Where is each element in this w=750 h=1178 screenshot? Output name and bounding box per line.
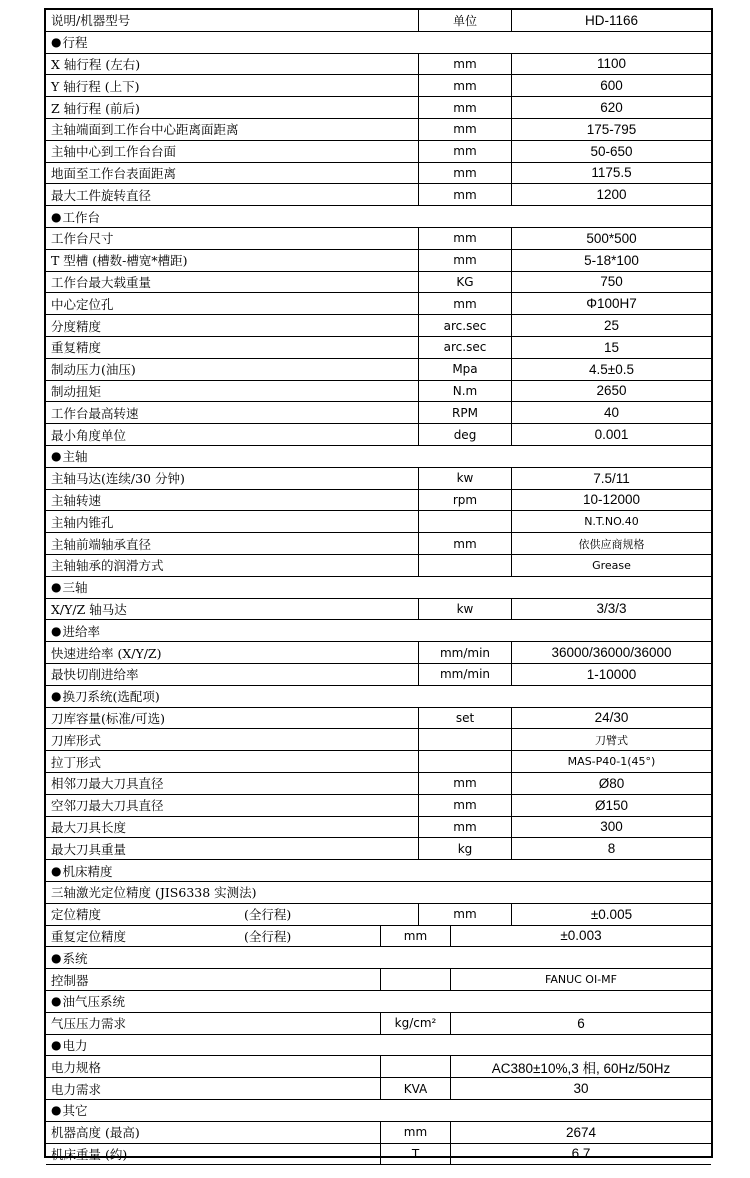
header-model: HD-1166 (511, 10, 711, 31)
row-label: X 轴行程 (左右) (51, 56, 141, 72)
row-label: 机器高度 (最高) (51, 1125, 140, 1141)
table-row (46, 250, 711, 272)
black-circle-icon: ● (51, 623, 62, 638)
row-value: 2674 (450, 1122, 711, 1143)
table-row (46, 75, 711, 97)
row-unit: mm (418, 795, 511, 816)
row-value: ±0.003 (450, 926, 711, 947)
black-circle-icon: ● (51, 449, 62, 464)
row-value: 刀臂式 (511, 729, 711, 750)
row-label: 三轴激光定位精度 (JIS6338 实测法) (51, 885, 257, 901)
section-header (46, 577, 711, 599)
row-value: AC380±10%,3 相, 60Hz/50Hz (450, 1056, 711, 1077)
row-value: 620 (511, 97, 711, 118)
row-unit: rpm (418, 490, 511, 511)
row-value: 36000/36000/36000 (511, 642, 711, 663)
section-header (46, 620, 711, 642)
section-header (46, 991, 711, 1013)
table-row (46, 228, 711, 250)
row-value: 2650 (511, 381, 711, 402)
row-label: 快速进给率 (X/Y/Z) (51, 645, 162, 661)
row-label: 中心定位孔 (51, 296, 114, 312)
row-value: FANUC OI-MF (450, 969, 711, 990)
row-unit: mm/min (418, 664, 511, 685)
row-label: 地面至工作台表面距离 (51, 165, 177, 181)
section-header (46, 860, 711, 882)
row-value: 1200 (511, 184, 711, 205)
row-label: 主轴中心到工作台台面 (51, 144, 177, 160)
table-row (46, 163, 711, 185)
row-value: 10-12000 (511, 490, 711, 511)
row-value: 4.5±0.5 (511, 359, 711, 380)
row-unit: mm (418, 54, 511, 75)
row-label: 工作台最高转速 (51, 405, 139, 421)
table-header (46, 10, 711, 32)
table-row (46, 926, 711, 948)
table-row (46, 359, 711, 381)
row-label: 最小角度单位 (51, 427, 127, 443)
row-value: 6 (450, 1013, 711, 1034)
row-unit: mm (418, 119, 511, 140)
row-label: 最大刀具重量 (51, 841, 127, 857)
row-unit: arc.sec (418, 315, 511, 336)
table-row-wide (46, 882, 711, 904)
row-unit: KG (418, 272, 511, 293)
section-label: 工作台 (62, 209, 100, 225)
black-circle-icon: ● (51, 689, 62, 704)
row-unit: mm (418, 817, 511, 838)
section-label: 油气压系统 (62, 994, 125, 1010)
row-label: 最大工件旋转直径 (51, 187, 152, 203)
section-header (46, 1035, 711, 1057)
row-value: 175-795 (511, 119, 711, 140)
row-value: 1100 (511, 54, 711, 75)
table-row (46, 184, 711, 206)
section-header (46, 947, 711, 969)
row-unit: RPM (418, 402, 511, 423)
row-unit: mm (418, 773, 511, 794)
row-unit (418, 751, 511, 772)
table-row (46, 969, 711, 991)
row-unit: kg/cm² (380, 1013, 450, 1034)
black-circle-icon: ● (51, 1103, 62, 1118)
table-row (46, 293, 711, 315)
black-circle-icon: ● (51, 209, 62, 224)
row-label: Z 轴行程 (前后) (51, 100, 140, 116)
row-unit: set (418, 708, 511, 729)
row-value: 40 (511, 402, 711, 423)
row-label: 刀库容量(标准/可选) (51, 710, 165, 726)
section-title (46, 206, 711, 227)
row-label: 制动扭矩 (51, 383, 102, 399)
row-value: 1-10000 (511, 664, 711, 685)
row-unit: arc.sec (418, 337, 511, 358)
table-row (46, 1056, 711, 1078)
table-row (46, 381, 711, 403)
header-unit: 单位 (418, 10, 511, 31)
table-row (46, 54, 711, 76)
row-value: 依供应商规格 (511, 533, 711, 554)
section-title (46, 446, 711, 467)
row-unit: Mpa (418, 359, 511, 380)
row-label: 主轴转速 (51, 492, 102, 508)
section-label: 三轴 (62, 580, 88, 596)
table-row (46, 773, 711, 795)
section-label: 进给率 (62, 623, 100, 639)
row-label: 电力需求 (51, 1081, 102, 1097)
section-title (46, 620, 711, 641)
row-label: 主轴前端轴承直径 (51, 536, 152, 552)
section-title (46, 1035, 711, 1056)
table-row (46, 533, 711, 555)
table-row (46, 555, 711, 577)
table-row (46, 468, 711, 490)
row-value: Grease (511, 555, 711, 576)
section-header (46, 1100, 711, 1122)
row-value: 750 (511, 272, 711, 293)
table-row (46, 817, 711, 839)
row-unit: mm (418, 141, 511, 162)
black-circle-icon: ● (51, 1037, 62, 1052)
row-unit: mm (418, 904, 511, 925)
row-value: 25 (511, 315, 711, 336)
section-header (46, 446, 711, 468)
row-unit: mm (418, 293, 511, 314)
table-row (46, 795, 711, 817)
table-row (46, 642, 711, 664)
table-row (46, 490, 711, 512)
row-unit: T (380, 1144, 450, 1165)
table-row (46, 1144, 711, 1166)
table-row (46, 402, 711, 424)
row-value: 8 (511, 838, 711, 859)
black-circle-icon: ● (51, 863, 62, 878)
row-unit (418, 729, 511, 750)
section-label: 主轴 (62, 449, 88, 465)
row-label: T 型槽 (槽数-槽宽*槽距) (51, 253, 188, 269)
row-label: 重复定位精度 (51, 928, 127, 944)
row-unit: mm (380, 1122, 450, 1143)
row-value: 15 (511, 337, 711, 358)
black-circle-icon: ● (51, 994, 62, 1009)
section-title (46, 32, 711, 53)
spec-table (44, 8, 713, 1162)
table-row (46, 664, 711, 686)
black-circle-icon: ● (51, 35, 62, 50)
row-label: 主轴马达(连续/30 分钟) (51, 471, 185, 487)
table-row (46, 599, 711, 621)
table-row (46, 751, 711, 773)
table-row (46, 424, 711, 446)
row-label: 工作台最大载重量 (51, 274, 152, 290)
row-label: 分度精度 (51, 318, 102, 334)
row-label: 定位精度 (51, 907, 102, 923)
row-label: 主轴轴承的润滑方式 (51, 558, 164, 574)
row-value: MAS-P40-1(45°) (511, 751, 711, 772)
row-value: 300 (511, 817, 711, 838)
row-label: X/Y/Z 轴马达 (51, 601, 127, 617)
row-unit: kg (418, 838, 511, 859)
row-label: 机床重量 (约) (51, 1146, 128, 1162)
row-value: ±0.005 (511, 904, 711, 925)
table-row (46, 97, 711, 119)
row-unit: mm (418, 250, 511, 271)
row-value: 1175.5 (511, 163, 711, 184)
row-label: 空邻刀最大刀具直径 (51, 798, 164, 814)
row-label: 重复精度 (51, 340, 102, 356)
row-unit: mm (418, 184, 511, 205)
row-value: 600 (511, 75, 711, 96)
black-circle-icon: ● (51, 580, 62, 595)
row-value: 50-650 (511, 141, 711, 162)
row-value: 6.7 (450, 1144, 711, 1165)
row-value: Φ100H7 (511, 293, 711, 314)
section-title (46, 1100, 711, 1121)
row-label: 电力规格 (51, 1059, 102, 1075)
row-value: 3/3/3 (511, 599, 711, 620)
section-title (46, 947, 711, 968)
row-label: 主轴内锥孔 (51, 514, 114, 530)
section-label: 机床精度 (62, 863, 113, 879)
table-row (46, 141, 711, 163)
table-row (46, 729, 711, 751)
table-row (46, 511, 711, 533)
section-label: 电力 (62, 1037, 88, 1053)
row-label: 控制器 (51, 972, 89, 988)
section-header (46, 686, 711, 708)
row-value: Ø150 (511, 795, 711, 816)
row-unit: mm (418, 533, 511, 554)
section-title (46, 860, 711, 881)
row-unit: mm (418, 228, 511, 249)
table-row (46, 1122, 711, 1144)
row-unit: mm (418, 97, 511, 118)
row-sublabel: (全行程) (244, 928, 292, 944)
table-row (46, 1078, 711, 1100)
row-label: 最大刀具长度 (51, 819, 127, 835)
section-title (46, 577, 711, 598)
row-label: 工作台尺寸 (51, 231, 114, 247)
section-label: 换刀系统(选配项) (62, 689, 160, 705)
section-label: 系统 (62, 950, 88, 966)
section-title (46, 686, 711, 707)
row-label: 最快切削进给率 (51, 667, 139, 683)
row-value: 500*500 (511, 228, 711, 249)
row-unit: N.m (418, 381, 511, 402)
table-row (46, 337, 711, 359)
row-unit: KVA (380, 1078, 450, 1099)
row-value: N.T.NO.40 (511, 511, 711, 532)
section-header (46, 32, 711, 54)
row-unit: kw (418, 599, 511, 620)
row-unit: kw (418, 468, 511, 489)
section-label: 行程 (62, 35, 88, 51)
table-row (46, 119, 711, 141)
section-label: 其它 (62, 1103, 88, 1119)
row-unit: mm (418, 163, 511, 184)
section-header (46, 206, 711, 228)
row-value: 30 (450, 1078, 711, 1099)
row-label: 主轴端面到工作台中心距离面距离 (51, 122, 239, 138)
row-value: 0.001 (511, 424, 711, 445)
table-row (46, 838, 711, 860)
row-label: 拉丁形式 (51, 754, 102, 770)
row-unit (380, 1056, 450, 1077)
row-label: Y 轴行程 (上下) (51, 78, 140, 94)
table-row (46, 904, 711, 926)
row-unit: mm (418, 75, 511, 96)
row-label: 相邻刀最大刀具直径 (51, 776, 164, 792)
black-circle-icon: ● (51, 950, 62, 965)
row-value: 24/30 (511, 708, 711, 729)
row-sublabel: (全行程) (244, 907, 292, 923)
row-label: 刀库形式 (51, 732, 102, 748)
section-title (46, 991, 711, 1012)
row-unit: mm/min (418, 642, 511, 663)
row-unit (418, 555, 511, 576)
row-value: Ø80 (511, 773, 711, 794)
table-row (46, 708, 711, 730)
row-unit: mm (380, 926, 450, 947)
row-label: 制动压力(油压) (51, 362, 136, 378)
row-value: 5-18*100 (511, 250, 711, 271)
row-unit: deg (418, 424, 511, 445)
row-unit (380, 969, 450, 990)
header-label: 说明/机器型号 (51, 13, 131, 29)
table-row (46, 272, 711, 294)
row-value: 7.5/11 (511, 468, 711, 489)
row-label: 气压压力需求 (51, 1016, 127, 1032)
table-row (46, 1013, 711, 1035)
table-row (46, 315, 711, 337)
row-unit (418, 511, 511, 532)
